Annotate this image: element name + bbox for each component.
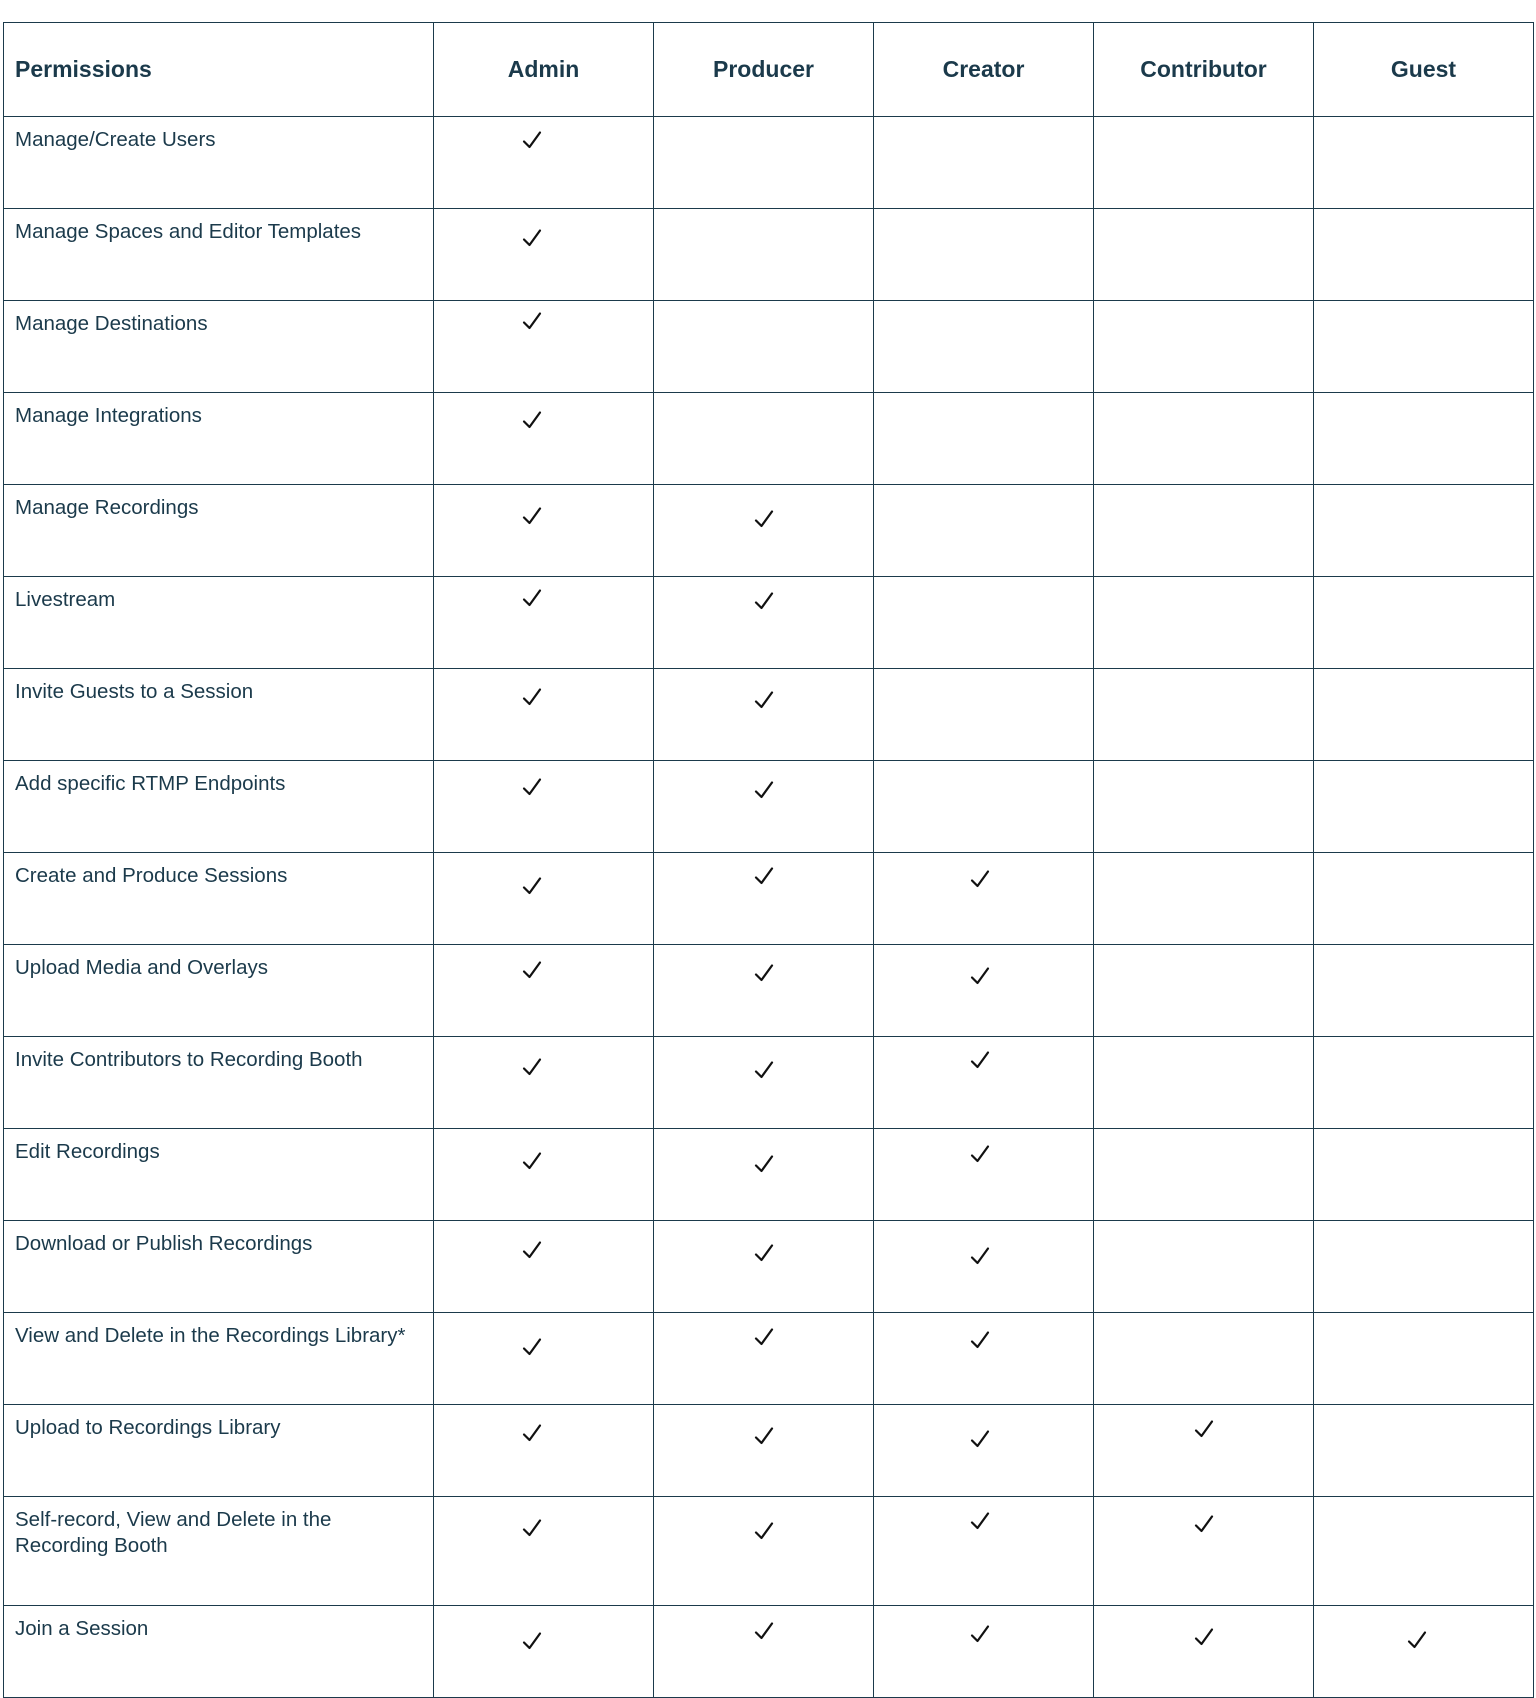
cell-creator	[874, 117, 1094, 209]
permission-label: Create and Produce Sessions	[4, 853, 434, 945]
cell-admin	[434, 1606, 654, 1698]
checkmark-icon	[434, 1129, 653, 1220]
cell-contributor	[1094, 117, 1314, 209]
permission-label: Upload to Recordings Library	[4, 1405, 434, 1497]
permission-label: Manage/Create Users	[4, 117, 434, 209]
table-row	[4, 393, 1534, 485]
header-permissions: Permissions	[4, 23, 434, 117]
checkmark-icon	[874, 1405, 1093, 1496]
permission-label: Edit Recordings	[4, 1129, 434, 1221]
header-creator: Creator	[874, 23, 1094, 117]
table-row	[4, 117, 1534, 209]
table-row	[4, 1129, 1534, 1221]
checkmark-icon	[654, 1606, 873, 1697]
header-admin: Admin	[434, 23, 654, 117]
table-body	[4, 117, 1534, 1698]
permission-label: Manage Recordings	[4, 485, 434, 577]
cell-creator	[874, 1313, 1094, 1405]
permission-label: Invite Guests to a Session	[4, 669, 434, 761]
cell-guest	[1314, 1037, 1534, 1129]
cell-admin	[434, 301, 654, 393]
cell-creator	[874, 1405, 1094, 1497]
cell-producer	[654, 209, 874, 301]
cell-guest	[1314, 1313, 1534, 1405]
cell-contributor	[1094, 301, 1314, 393]
permission-label: Manage Spaces and Editor Templates	[4, 209, 434, 301]
cell-guest	[1314, 485, 1534, 577]
cell-admin	[434, 393, 654, 485]
cell-producer	[654, 853, 874, 945]
cell-contributor	[1094, 1497, 1314, 1606]
cell-contributor	[1094, 577, 1314, 669]
table-row	[4, 1037, 1534, 1129]
table-row	[4, 945, 1534, 1037]
cell-contributor	[1094, 209, 1314, 301]
cell-producer	[654, 761, 874, 853]
checkmark-icon	[434, 485, 653, 576]
cell-guest	[1314, 1497, 1534, 1606]
checkmark-icon	[874, 1313, 1093, 1404]
cell-admin	[434, 1497, 654, 1606]
cell-producer	[654, 301, 874, 393]
checkmark-icon	[874, 1606, 1093, 1697]
table-row	[4, 853, 1534, 945]
checkmark-icon	[654, 1037, 873, 1128]
table-row	[4, 1313, 1534, 1405]
cell-creator	[874, 485, 1094, 577]
cell-contributor	[1094, 1129, 1314, 1221]
checkmark-icon	[1094, 1606, 1313, 1697]
checkmark-icon	[434, 301, 653, 392]
cell-contributor	[1094, 485, 1314, 577]
cell-admin	[434, 209, 654, 301]
cell-guest	[1314, 1221, 1534, 1313]
cell-creator	[874, 577, 1094, 669]
header-guest: Guest	[1314, 23, 1534, 117]
cell-producer	[654, 577, 874, 669]
table-row	[4, 1221, 1534, 1313]
permission-label: Join a Session	[4, 1606, 434, 1698]
permissions-table	[3, 22, 1534, 1698]
table-row	[4, 761, 1534, 853]
permission-label: Livestream	[4, 577, 434, 669]
checkmark-icon	[434, 117, 653, 208]
cell-guest	[1314, 577, 1534, 669]
checkmark-icon	[434, 1606, 653, 1697]
checkmark-icon	[434, 1313, 653, 1404]
cell-contributor	[1094, 945, 1314, 1037]
cell-producer	[654, 485, 874, 577]
cell-admin	[434, 669, 654, 761]
cell-admin	[434, 761, 654, 853]
cell-guest	[1314, 209, 1534, 301]
cell-admin	[434, 1037, 654, 1129]
cell-admin	[434, 1405, 654, 1497]
cell-guest	[1314, 1129, 1534, 1221]
cell-admin	[434, 117, 654, 209]
checkmark-icon	[874, 853, 1093, 944]
cell-contributor	[1094, 761, 1314, 853]
cell-guest	[1314, 117, 1534, 209]
table-row	[4, 669, 1534, 761]
checkmark-icon	[654, 1129, 873, 1220]
cell-creator	[874, 1497, 1094, 1606]
table-row	[4, 301, 1534, 393]
cell-contributor	[1094, 853, 1314, 945]
table-row	[4, 485, 1534, 577]
cell-admin	[434, 853, 654, 945]
checkmark-icon	[654, 1497, 873, 1605]
checkmark-icon	[434, 577, 653, 668]
checkmark-icon	[434, 1405, 653, 1496]
permissions-table-wrapper	[3, 22, 1534, 1698]
checkmark-icon	[874, 1129, 1093, 1220]
cell-producer	[654, 117, 874, 209]
checkmark-icon	[654, 485, 873, 576]
permission-label: Add specific RTMP Endpoints	[4, 761, 434, 853]
cell-contributor	[1094, 1313, 1314, 1405]
checkmark-icon	[434, 1037, 653, 1128]
table-header	[4, 23, 1534, 117]
checkmark-icon	[654, 761, 873, 852]
checkmark-icon	[434, 669, 653, 760]
checkmark-icon	[654, 1221, 873, 1312]
cell-producer	[654, 393, 874, 485]
cell-guest	[1314, 761, 1534, 853]
cell-creator	[874, 1129, 1094, 1221]
cell-creator	[874, 1221, 1094, 1313]
cell-admin	[434, 577, 654, 669]
checkmark-icon	[874, 1037, 1093, 1128]
permission-label: Download or Publish Recordings	[4, 1221, 434, 1313]
header-contributor: Contributor	[1094, 23, 1314, 117]
cell-creator	[874, 761, 1094, 853]
cell-guest	[1314, 1606, 1534, 1698]
cell-admin	[434, 1129, 654, 1221]
checkmark-icon	[434, 209, 653, 300]
checkmark-icon	[434, 1497, 653, 1605]
cell-guest	[1314, 301, 1534, 393]
cell-producer	[654, 669, 874, 761]
cell-contributor	[1094, 1037, 1314, 1129]
checkmark-icon	[1094, 1405, 1313, 1496]
checkmark-icon	[654, 577, 873, 668]
cell-contributor	[1094, 1606, 1314, 1698]
permission-label: Self-record, View and Delete in the Recording Booth	[4, 1497, 434, 1606]
cell-producer	[654, 1405, 874, 1497]
checkmark-icon	[654, 853, 873, 944]
checkmark-icon	[1094, 1497, 1313, 1605]
permission-label: Manage Integrations	[4, 393, 434, 485]
cell-creator	[874, 1606, 1094, 1698]
cell-creator	[874, 853, 1094, 945]
cell-producer	[654, 1037, 874, 1129]
checkmark-icon	[654, 945, 873, 1036]
cell-creator	[874, 945, 1094, 1037]
checkmark-icon	[434, 853, 653, 944]
permission-label: View and Delete in the Recordings Library*	[4, 1313, 434, 1405]
cell-guest	[1314, 669, 1534, 761]
checkmark-icon	[874, 1221, 1093, 1312]
cell-contributor	[1094, 1405, 1314, 1497]
checkmark-icon	[654, 1405, 873, 1496]
checkmark-icon	[434, 945, 653, 1036]
table-row	[4, 577, 1534, 669]
cell-creator	[874, 393, 1094, 485]
table-row	[4, 1497, 1534, 1606]
cell-producer	[654, 1606, 874, 1698]
cell-admin	[434, 1221, 654, 1313]
checkmark-icon	[434, 393, 653, 484]
header-row	[4, 23, 1534, 117]
table-row	[4, 1606, 1534, 1698]
cell-creator	[874, 1037, 1094, 1129]
cell-contributor	[1094, 1221, 1314, 1313]
cell-contributor	[1094, 393, 1314, 485]
permission-label: Manage Destinations	[4, 301, 434, 393]
checkmark-icon	[434, 1221, 653, 1312]
cell-guest	[1314, 945, 1534, 1037]
cell-producer	[654, 1221, 874, 1313]
header-producer: Producer	[654, 23, 874, 117]
permission-label: Upload Media and Overlays	[4, 945, 434, 1037]
cell-creator	[874, 301, 1094, 393]
checkmark-icon	[434, 761, 653, 852]
permission-label: Invite Contributors to Recording Booth	[4, 1037, 434, 1129]
cell-producer	[654, 1129, 874, 1221]
cell-producer	[654, 1497, 874, 1606]
cell-admin	[434, 945, 654, 1037]
cell-producer	[654, 945, 874, 1037]
cell-guest	[1314, 1405, 1534, 1497]
checkmark-icon	[654, 1313, 873, 1404]
checkmark-icon	[874, 1497, 1093, 1605]
checkmark-icon	[654, 669, 873, 760]
table-row	[4, 209, 1534, 301]
cell-admin	[434, 485, 654, 577]
checkmark-icon	[874, 945, 1093, 1036]
cell-creator	[874, 669, 1094, 761]
cell-producer	[654, 1313, 874, 1405]
cell-guest	[1314, 853, 1534, 945]
table-row	[4, 1405, 1534, 1497]
cell-guest	[1314, 393, 1534, 485]
checkmark-icon	[1314, 1606, 1533, 1697]
cell-contributor	[1094, 669, 1314, 761]
cell-creator	[874, 209, 1094, 301]
cell-admin	[434, 1313, 654, 1405]
